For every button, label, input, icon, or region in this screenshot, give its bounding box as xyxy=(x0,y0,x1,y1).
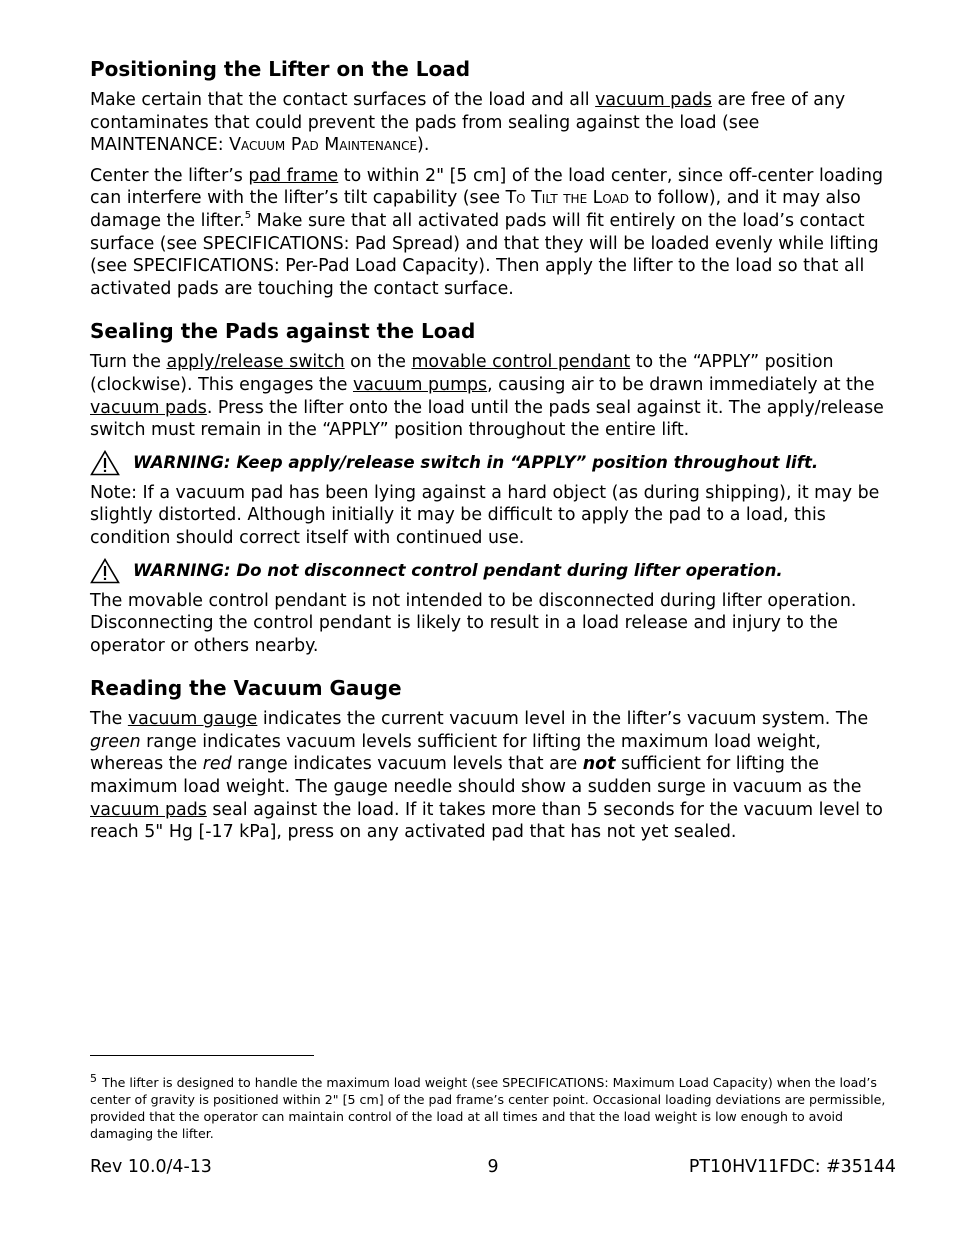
footnote xyxy=(90,1070,898,1142)
term-movable-control-pendant: movable control pendant xyxy=(411,352,631,373)
term-apply-release-switch: apply/release switch xyxy=(166,352,345,373)
term-vacuum-gauge: vacuum gauge xyxy=(127,709,258,730)
warning-text: WARNING: Keep apply/release switch in “APPLY” position throughout lift. xyxy=(133,452,819,472)
warning-callout xyxy=(90,450,898,476)
paragraph: The movable control pendant is not intended to be disconnected during lifter operation. Disconnecting the control pendant is likely to result in a load release and injury to the operator or others nearby. xyxy=(90,590,857,656)
warning-callout xyxy=(90,558,898,584)
paragraph: Make certain that the contact surfaces of the load and all vacuum pads are free of any contaminates that could prevent the pads from sealing against the load (see MAINTENANCE: Vacuum Pad Maintenance). xyxy=(90,90,846,156)
footnote-divider xyxy=(90,1055,314,1056)
term-vacuum-pads: vacuum pads xyxy=(595,90,712,110)
note-paragraph: Note: If a vacuum pad has been lying against a hard object (as during shipping), it may be slightly distorted. Although initially it may be difficult to apply the pad to a load, this condition should correct itself with continued use. xyxy=(90,482,880,548)
footnote-ref: 5 xyxy=(244,209,252,221)
section-positioning xyxy=(90,55,898,300)
section-heading: Positioning the Lifter on the Load xyxy=(90,57,471,81)
warning-text: WARNING: Do not disconnect control pendant during lifter operation. xyxy=(133,560,783,580)
manual-page xyxy=(90,55,898,861)
footer-page-number: 9 xyxy=(487,1157,499,1177)
footer-revision: Rev 10.0/4-13 xyxy=(90,1157,212,1177)
term-vacuum-pads: vacuum pads xyxy=(90,799,207,820)
paragraph: Turn the apply/release switch on the movable control pendant to the “APPLY” position (clockwise). This engages the vacuum pumps, causing air to be drawn immediately at the vacuum pads. Press the lifter onto the load until the pads seal against it. The apply/release switch must remain in the “APPLY” position throughout the entire lift. xyxy=(90,352,884,441)
term-pad-frame: pad frame xyxy=(248,165,339,186)
section-gauge xyxy=(90,674,898,844)
paragraph: The vacuum gauge indicates the current vacuum level in the lifter’s vacuum system. The green range indicates vacuum levels sufficient for lifting the maximum load weight, whereas the red range indicates vacuum levels that are not sufficient for lifting the maximum load weight. The gauge needle should show a sudden surge in vacuum as the vacuum pads seal against the load. If it takes more than 5 seconds for the vacuum level to reach 5" Hg [-17 kPa], press on any activated pad that has not yet sealed. xyxy=(90,709,883,843)
section-sealing xyxy=(90,317,898,657)
paragraph: Center the lifter’s pad frame to within 2" [5 cm] of the load center, since off-center loading can interfere with the lifter’s tilt capability (see To Tilt the Load to follow), and it may also damage the lifter.$^5$ Make sure that all activated pads will fit entirely on the load’s contact surface (see SPECIFICATIONS: Pad Spread) and that they will be loaded evenly while lifting (see SPECIFICATIONS: Per-Pad Load Capacity). Then apply the lifter to the load so that all activated pads are touching the contact surface. xyxy=(90,165,884,299)
footnote-text: The lifter is designed to handle the maximum load weight (see SPECIFICATIONS: Maximum Load Capacity) when the load’s center of gravity is positioned within 2" [5 cm] of the pad frame’s center point. Occasional loading deviations are permissible, provided that the operator can maintain control of the load at all times and that the load weight is low enough to avoid damaging the lifter. xyxy=(90,1075,886,1141)
warning-triangle-icon xyxy=(90,450,120,476)
term-vacuum-pumps: vacuum pumps xyxy=(352,374,488,395)
page-footer xyxy=(90,1155,896,1181)
footer-document-id: PT10HV11FDC: #35144 xyxy=(688,1157,896,1177)
section-heading: Sealing the Pads against the Load xyxy=(90,319,476,344)
section-heading: Reading the Vacuum Gauge xyxy=(90,676,402,701)
warning-triangle-icon xyxy=(90,558,120,584)
footnote-number: 5 xyxy=(90,1072,97,1085)
term-vacuum-pads: vacuum pads xyxy=(90,397,207,418)
